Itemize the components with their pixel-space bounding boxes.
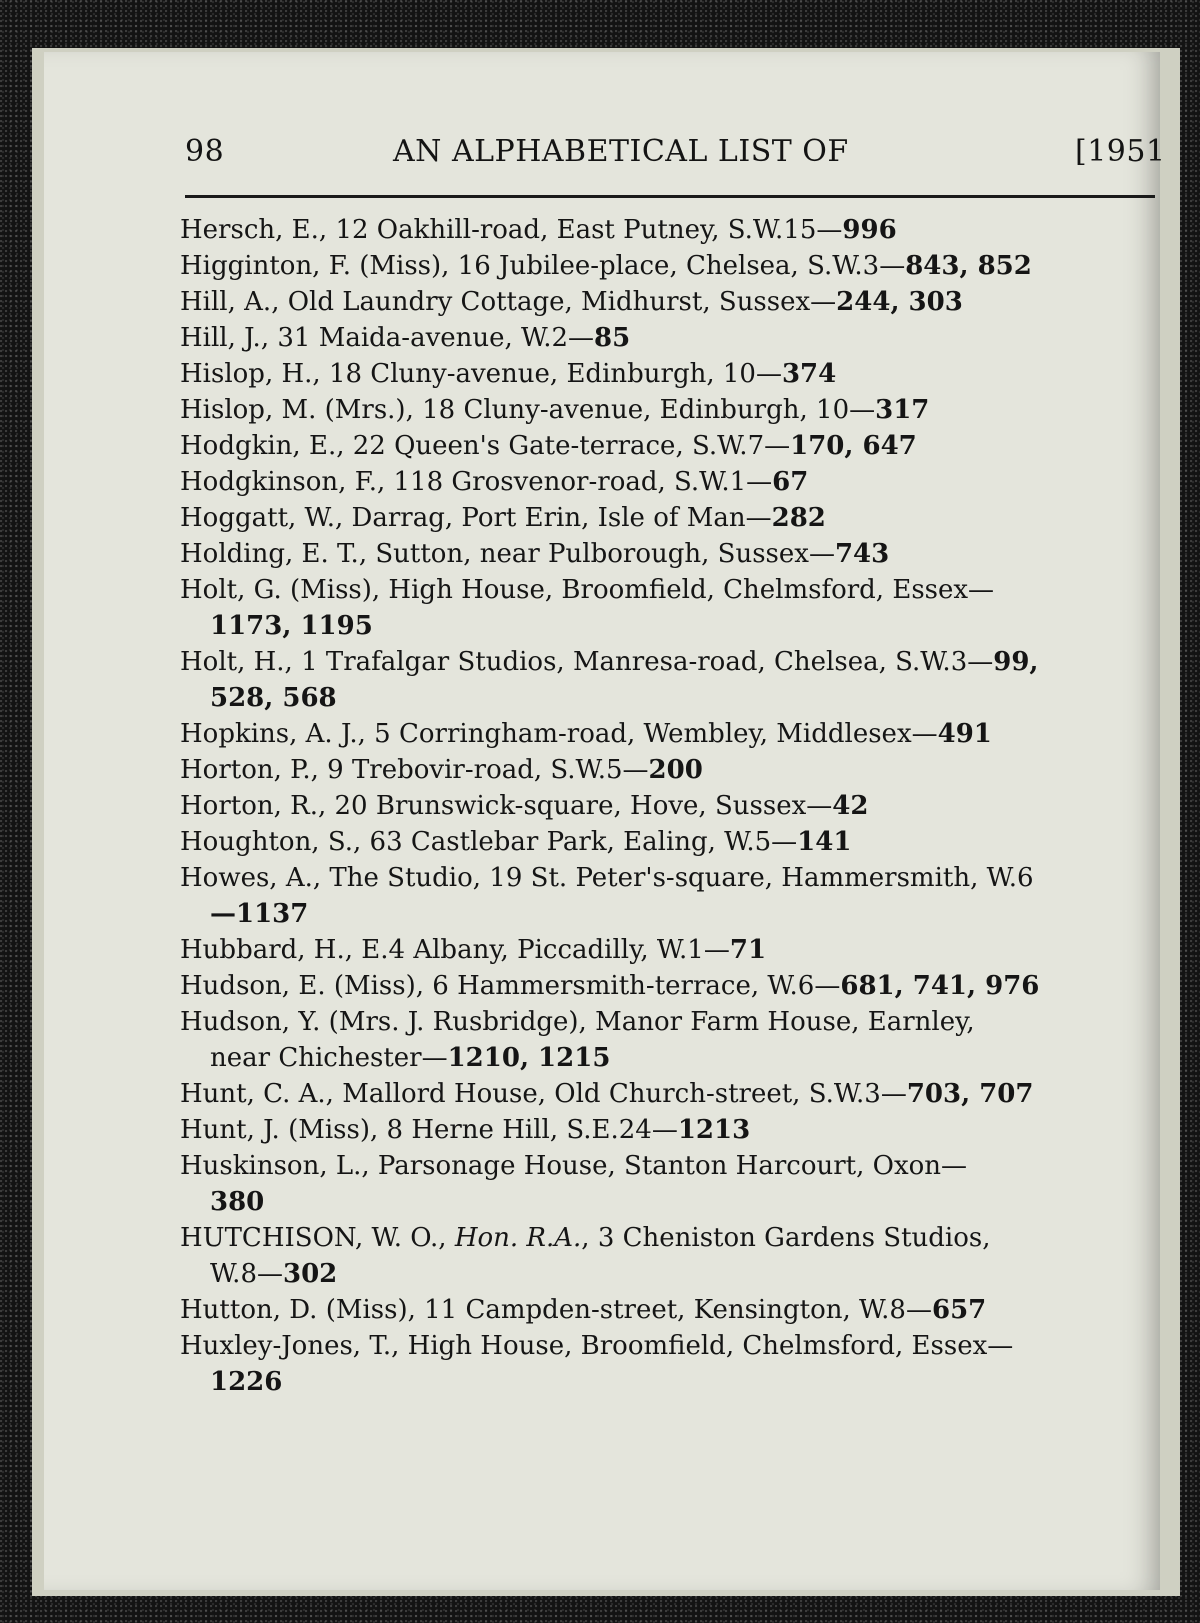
entry-name: Hersch, E., bbox=[180, 215, 328, 245]
list-item bbox=[180, 248, 1180, 284]
list-item-continuation bbox=[180, 1184, 1180, 1220]
entry-name: Hislop, H., bbox=[180, 359, 321, 389]
entry-refs: 491 bbox=[937, 719, 992, 749]
list-item bbox=[180, 1112, 1180, 1148]
page-number: 98 bbox=[185, 134, 225, 169]
entry-address: 18 Cluny-avenue, Edinburgh, 10— bbox=[413, 395, 876, 425]
entry-address: 9 Trebovir-road, S.W.5— bbox=[318, 755, 649, 785]
entry-name: Hoggatt, W., bbox=[180, 503, 344, 533]
entry-refs: 42 bbox=[832, 791, 869, 821]
entry-refs: 141 bbox=[797, 827, 852, 857]
entry-refs: 528, 568 bbox=[210, 683, 337, 713]
entry-refs: 1226 bbox=[210, 1367, 283, 1397]
entry-name: Hill, J., bbox=[180, 323, 270, 353]
list-item-continuation bbox=[180, 1040, 1180, 1076]
entry-refs: 67 bbox=[772, 467, 809, 497]
entry-address: Manor Farm House, Earnley, bbox=[586, 1007, 975, 1037]
entry-address: 12 Oakhill-road, East Putney, S.W.15— bbox=[327, 215, 843, 245]
entry-address: 6 Hammersmith-terrace, W.6— bbox=[424, 971, 841, 1001]
year-label: [1951 bbox=[1075, 134, 1166, 169]
entry-name: Holt, G. (Miss), bbox=[180, 575, 381, 605]
list-item bbox=[180, 1148, 1180, 1184]
entry-name: Hudson, Y. (Mrs. J. Rusbridge), bbox=[180, 1007, 587, 1037]
entry-refs: 200 bbox=[648, 755, 703, 785]
entry-refs: 85 bbox=[594, 323, 631, 353]
list-item-continuation bbox=[180, 1256, 1180, 1292]
list-item-continuation bbox=[180, 896, 1180, 932]
entry-address: 118 Grosvenor-road, S.W.1— bbox=[385, 467, 773, 497]
entry-name: Hodgkinson, F., bbox=[180, 467, 386, 497]
entry-refs: 380 bbox=[210, 1187, 265, 1217]
entry-address: 8 Herne Hill, S.E.24— bbox=[378, 1115, 678, 1145]
entry-name: HUTCHISON, W. O., bbox=[180, 1223, 447, 1253]
entry-refs: 681, 741, 976 bbox=[840, 971, 1040, 1001]
list-item bbox=[180, 1328, 1180, 1364]
entry-address: 1 Trafalgar Studios, Manresa-road, Chelsea, S.W.3— bbox=[292, 647, 994, 677]
entry-name: Hislop, M. (Mrs.), bbox=[180, 395, 414, 425]
entry-name: Holt, H., bbox=[180, 647, 293, 677]
entry-refs: 282 bbox=[771, 503, 826, 533]
list-item bbox=[180, 716, 1180, 752]
entry-refs: 1210, 1215 bbox=[447, 1043, 611, 1073]
entry-name: Hunt, J. (Miss), bbox=[180, 1115, 379, 1145]
entry-address: , 3 Cheniston Gardens Studios, bbox=[581, 1223, 991, 1253]
entry-address: Darrag, Port Erin, Isle of Man— bbox=[343, 503, 772, 533]
entry-refs: 99, bbox=[993, 647, 1039, 677]
list-item-continuation bbox=[180, 608, 1180, 644]
list-item bbox=[180, 1292, 1180, 1328]
list-item bbox=[180, 752, 1180, 788]
entry-address-continued: near Chichester— bbox=[210, 1043, 448, 1073]
entry-address-continued: W.8— bbox=[210, 1259, 283, 1289]
entry-name: Huskinson, L., bbox=[180, 1151, 370, 1181]
list-item bbox=[180, 1220, 1180, 1256]
list-item-continuation bbox=[180, 1364, 1180, 1400]
entry-name: Hutton, D. (Miss), bbox=[180, 1295, 416, 1325]
list-item bbox=[180, 212, 1180, 248]
entry-name: Huxley-Jones, T., bbox=[180, 1331, 400, 1361]
entry-address: Mallord House, Old Church-street, S.W.3— bbox=[333, 1079, 907, 1109]
list-item bbox=[180, 536, 1180, 572]
entry-address: The Studio, 19 St. Peter's-square, Hammersmith, W.6 bbox=[321, 863, 1034, 893]
list-item bbox=[180, 572, 1180, 608]
entry-address: Parsonage House, Stanton Harcourt, Oxon— bbox=[369, 1151, 968, 1181]
header-rule bbox=[185, 195, 1155, 198]
entry-name: Houghton, S., bbox=[180, 827, 362, 857]
entry-name: Hubbard, H., bbox=[180, 935, 354, 965]
entry-address: 18 Cluny-avenue, Edinburgh, 10— bbox=[320, 359, 782, 389]
entry-name: Higginton, F. (Miss), bbox=[180, 251, 450, 281]
list-item bbox=[180, 1076, 1180, 1112]
list-item bbox=[180, 392, 1180, 428]
running-head bbox=[185, 134, 1166, 174]
entry-name: Howes, A., bbox=[180, 863, 322, 893]
entry-name: Hunt, C. A., bbox=[180, 1079, 334, 1109]
list-item bbox=[180, 464, 1180, 500]
list-item bbox=[180, 500, 1180, 536]
entry-refs: 996 bbox=[842, 215, 897, 245]
entry-name: Hudson, E. (Miss), bbox=[180, 971, 425, 1001]
entry-refs: 703, 707 bbox=[906, 1079, 1034, 1109]
entry-name: Horton, P., bbox=[180, 755, 319, 785]
entry-refs: 1213 bbox=[677, 1115, 751, 1145]
entry-refs: 170, 647 bbox=[790, 431, 917, 461]
list-item bbox=[180, 284, 1180, 320]
entry-refs: 71 bbox=[729, 935, 767, 965]
entry-address: 31 Maida-avenue, W.2— bbox=[269, 323, 595, 353]
entry-refs: 657 bbox=[931, 1295, 987, 1325]
list-item bbox=[180, 824, 1180, 860]
entry-address: Sutton, near Pulborough, Sussex— bbox=[367, 539, 835, 569]
list-item bbox=[180, 932, 1180, 968]
list-item bbox=[180, 788, 1180, 824]
entry-name: Hopkins, A. J., bbox=[180, 719, 366, 749]
list-item bbox=[180, 356, 1180, 392]
entry-refs: 302 bbox=[283, 1259, 338, 1289]
entry-address: 22 Queen's Gate-terrace, S.W.7— bbox=[344, 431, 791, 461]
list-item bbox=[180, 644, 1180, 680]
entry-refs: —1137 bbox=[210, 899, 309, 929]
entry-address: 63 Castlebar Park, Ealing, W.5— bbox=[361, 827, 798, 857]
entry-address: 11 Campden-street, Kensington, W.8— bbox=[415, 1295, 932, 1325]
entry-name: Hodgkin, E., bbox=[180, 431, 345, 461]
entry-refs: 743 bbox=[834, 539, 890, 569]
entry-name: Horton, R., bbox=[180, 791, 327, 821]
entry-list bbox=[180, 212, 1180, 1400]
entry-refs: 843, 852 bbox=[905, 251, 1032, 281]
entry-address: 5 Corringham-road, Wembley, Middlesex— bbox=[365, 719, 938, 749]
entry-refs: 244, 303 bbox=[836, 287, 963, 317]
list-item bbox=[180, 860, 1180, 896]
entry-refs: 317 bbox=[875, 395, 930, 425]
list-item bbox=[180, 1004, 1180, 1040]
entry-address: High House, Broomfield, Chelmsford, Essex— bbox=[399, 1331, 1014, 1361]
list-item bbox=[180, 428, 1180, 464]
list-item bbox=[180, 320, 1180, 356]
list-item-continuation bbox=[180, 680, 1180, 716]
entry-address: 16 Jubilee-place, Chelsea, S.W.3— bbox=[449, 251, 906, 281]
entry-address: 20 Brunswick-square, Hove, Sussex— bbox=[326, 791, 833, 821]
entry-address: E.4 Albany, Piccadilly, W.1— bbox=[353, 935, 730, 965]
entry-name: Holding, E. T., bbox=[180, 539, 368, 569]
entry-address: Old Laundry Cottage, Midhurst, Sussex— bbox=[279, 287, 837, 317]
entry-name: Hill, A., bbox=[180, 287, 280, 317]
entry-address: High House, Broomfield, Chelmsford, Essex— bbox=[380, 575, 995, 605]
list-item bbox=[180, 968, 1180, 1004]
page-title: AN ALPHABETICAL LIST OF bbox=[393, 134, 849, 169]
entry-refs: 1173, 1195 bbox=[210, 611, 373, 641]
entry-refs: 374 bbox=[781, 359, 837, 389]
entry-honour: Hon. R.A. bbox=[454, 1223, 582, 1253]
